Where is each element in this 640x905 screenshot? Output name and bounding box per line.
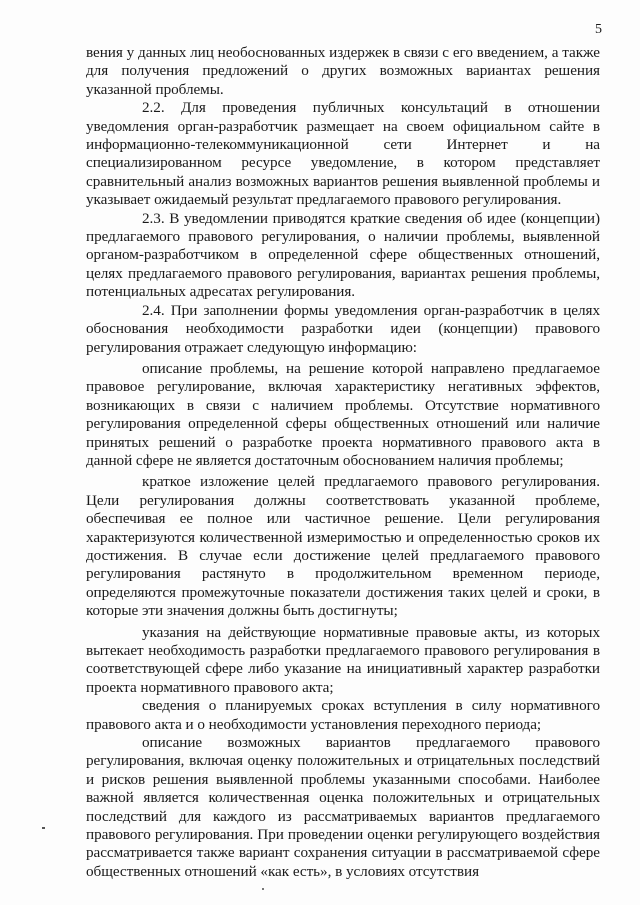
list-item-problem-description: описание проблемы, на решение которой направлено предлагаемое правовое регулирование, включая характеристику негативных эффектов, возникающих в связи с наличием проблемы. Отсутствие нормативного регулирования определенной сферы общественных отношений или наличие принятых решений о разработке проекта нормативного правового акта в данной сфере не является достаточным обоснованием наличия проблемы; — [86, 359, 600, 469]
list-item-legal-acts: указания на действующие нормативные правовые акты, из которых вытекает необходимость разработки предлагаемого правового регулирования в соответствующей сфере либо указание на инициативный характер разработки проекта нормативного правового акта; — [86, 623, 600, 696]
paragraph-2-2: 2.2. Для проведения публичных консультаций в отношении уведомления орган-разработчик размещает на своем официальном сайте в информационно-телекоммуникационной сети Интернет и на специализированном ресурсе уведомление, в котором представляет сравнительный анализ возможных вариантов решения выявленной проблемы и указывает ожидаемый результат предлагаемого правового регулирования. — [86, 99, 600, 209]
margin-mark — [42, 827, 45, 829]
paragraph-2-4: 2.4. При заполнении формы уведомления орган-разработчик в целях обоснования необходимости разработки идеи (концепции) правового регулирования отражает следующую информацию: — [86, 301, 600, 356]
document-body — [86, 44, 600, 881]
page-number: 5 — [595, 22, 602, 37]
list-item-effective-dates: сведения о планируемых сроках вступления в силу нормативного правового акта и о необходимости установления переходного периода; — [86, 697, 600, 733]
paragraph-continuation: вения у данных лиц необоснованных издержек в связи с его введением, а также для получения предложений о других возможных вариантах решения указанной проблемы. — [86, 44, 600, 98]
list-item-options-description: описание возможных вариантов предлагаемого правового регулирования, включая оценку положительных и отрицательных последствий и рисков решения выявленной проблемы указанными способами. Наиболее важной является количественная оценка положительных и отрицательных последствий для каждого из рассматриваемых вариантов предлагаемого правового регулирования. При проведении оценки регулирующего воздействия рассматривается также вариант сохранения ситуации в рассматриваемой сфере общественных отношений «как есть», в условиях отсутствия — [86, 734, 600, 880]
scan-speck — [262, 888, 264, 890]
list-item-goals-summary: краткое изложение целей предлагаемого правового регулирования. Цели регулирования должны соответствовать указанной проблеме, обеспечивая ее полное или частичное решение. Цели регулирования характеризуются количественной измеримостью и определенностью сроков их достижения. В случае если достижение целей предлагаемого правового регулирования растянуто в продолжительном временном периоде, определяются промежуточные показатели достижения таких целей и сроки, в которые эти значения должны быть достигнуты; — [86, 473, 600, 620]
paragraph-2-3: 2.3. В уведомлении приводятся краткие сведения об идее (концепции) предлагаемого правового регулирования, о наличии проблемы, выявленной органом-разработчиком в определенной сфере общественных отношений, целях предлагаемого правового регулирования, вариантах решения проблемы, потенциальных адресатах регулирования. — [86, 209, 600, 301]
